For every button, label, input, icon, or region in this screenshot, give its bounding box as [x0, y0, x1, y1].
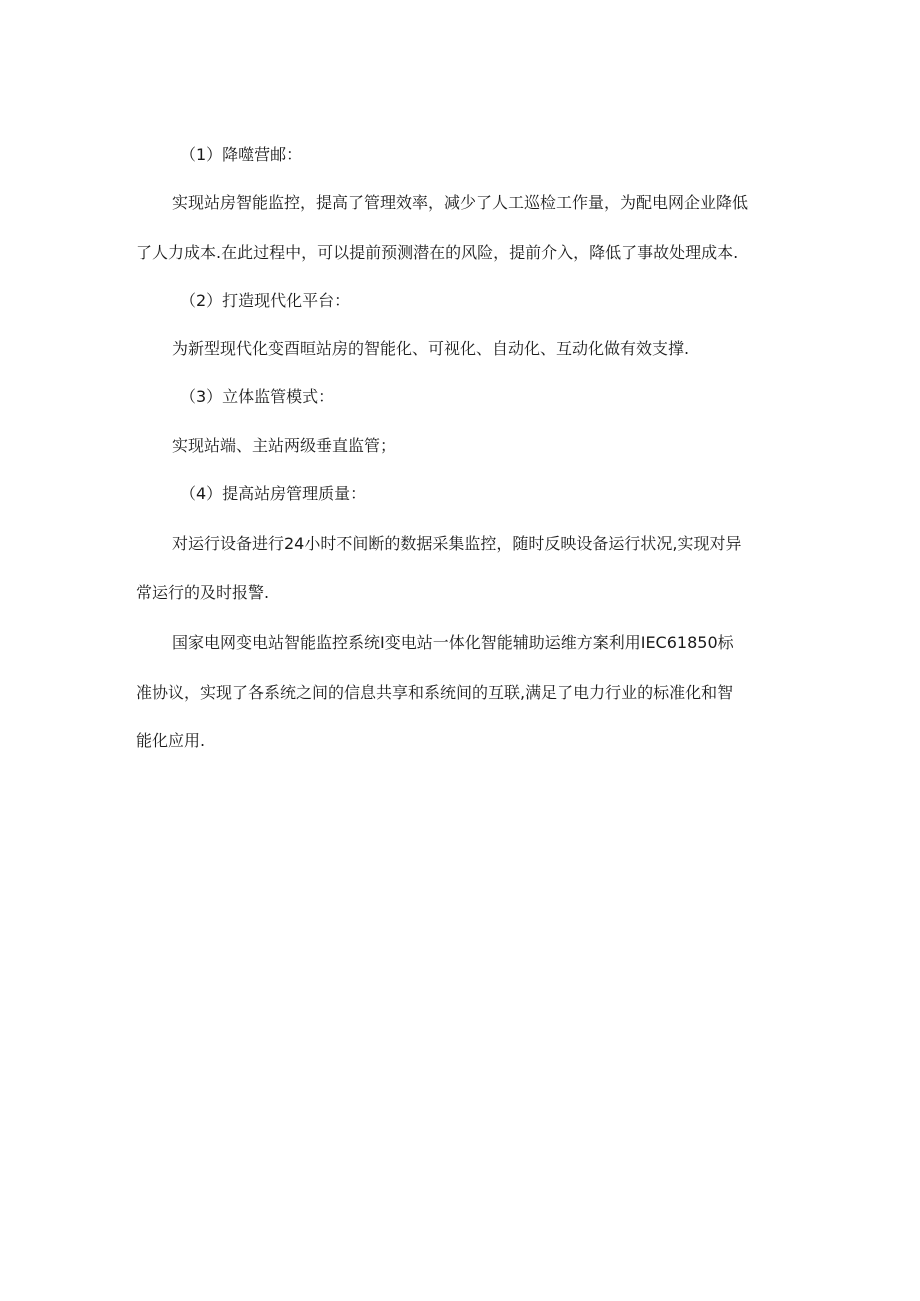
section-2-body-line-1: 为新型现代化变酉晅站房的智能化、可视化、自动化、互动化做有效支撑.: [172, 339, 690, 358]
section-4-body-line-2: 常运行的及时报警.: [136, 583, 270, 602]
section-3-body-line-1: 实现站端、主站两级垂直监管；: [172, 436, 397, 455]
closing-line-2: 准协议，实现了各系统之间的信息共享和系统间的互联,满足了电力行业的标准化和智: [136, 683, 734, 702]
section-2-heading: （2）打造现代化平台：: [180, 291, 351, 310]
section-4-heading: （4）提高站房管理质量：: [180, 484, 367, 503]
closing-line-1: 国家电网变电站智能监控系统I变电站一体化智能辅助运维方案利用IEC61850标: [172, 633, 734, 652]
section-1-body-line-2: 了人力成本.在此过程中，可以提前预测潜在的风险，提前介入，降低了事故处理成本.: [136, 243, 739, 262]
section-1-heading: （1）降噬营邮：: [180, 145, 303, 164]
section-4-body-line-1: 对运行设备进行24小时不间断的数据采集监控，随时反映设备运行状况,实现对异: [172, 534, 742, 553]
section-3-heading: （3）立体监管模式：: [180, 387, 335, 406]
closing-line-3: 能化应用.: [136, 731, 206, 750]
section-1-body-line-1: 实现站房智能监控，提高了管理效率，减少了人工巡检工作量，为配电网企业降低: [172, 193, 749, 212]
